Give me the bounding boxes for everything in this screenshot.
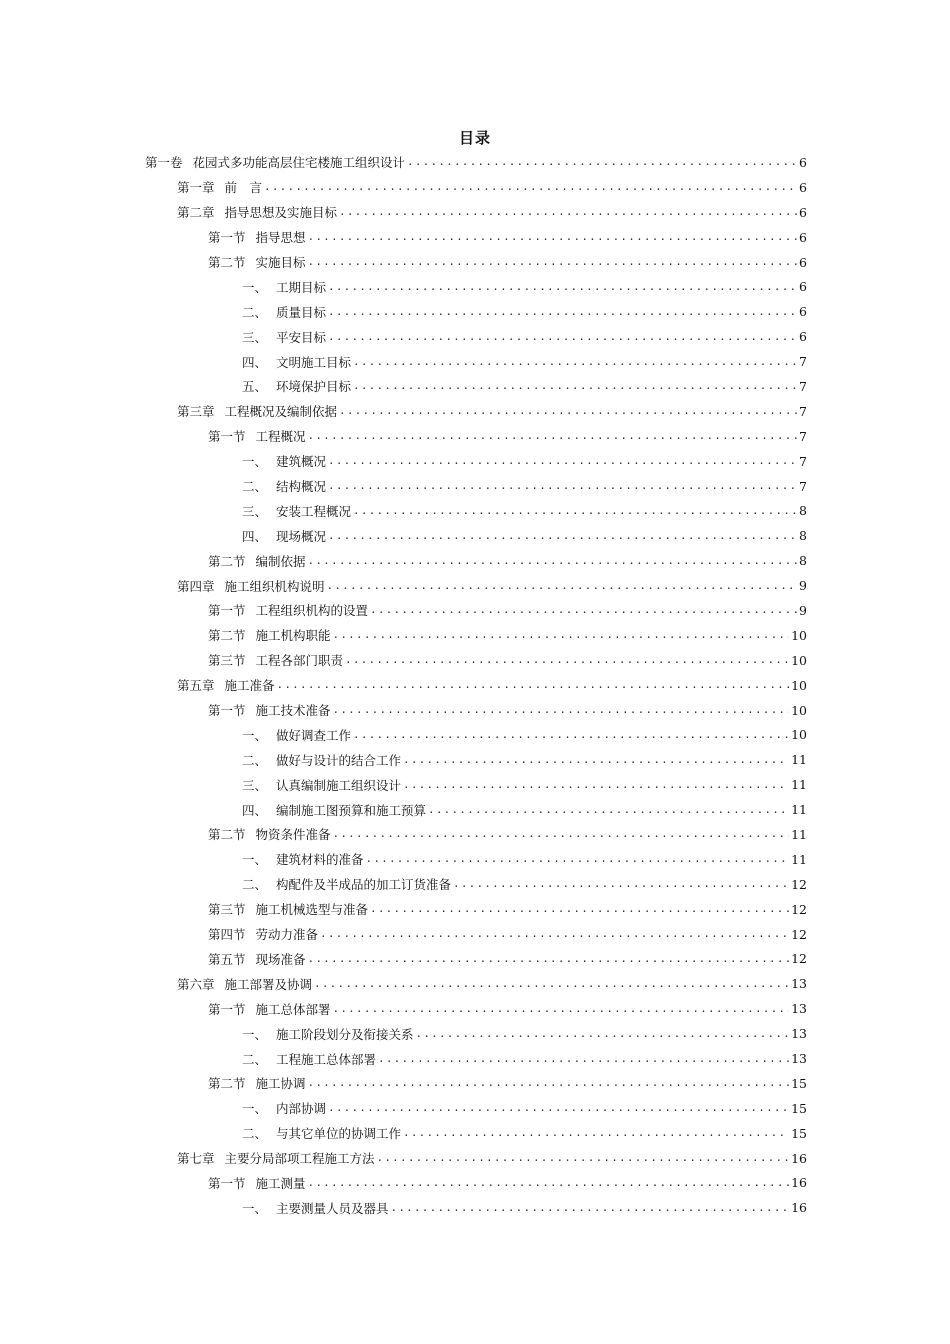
- toc-entry-page: 9: [799, 578, 807, 594]
- toc-entry-number: 第一卷: [145, 155, 183, 171]
- toc-entry-section[interactable]: [0, 698, 807, 723]
- toc-entry-number: 第六章: [177, 976, 215, 992]
- toc-entry-number: 第二节: [208, 553, 246, 569]
- toc-entry-number: 第一节: [208, 230, 246, 246]
- toc-entry-section[interactable]: [0, 598, 807, 623]
- toc-entry-number: 一、: [242, 1200, 268, 1216]
- toc-entry-number: 二、: [242, 752, 268, 768]
- toc-entry-chapter[interactable]: [0, 673, 807, 698]
- toc-entry-page: 12: [791, 876, 807, 892]
- toc-entry-page: 15: [791, 1125, 807, 1141]
- toc-entry-page: 7: [799, 403, 807, 419]
- dot-leader: [378, 1052, 789, 1066]
- toc-entry-number: 第一节: [208, 1175, 246, 1191]
- toc-entry-text: 主要测量人员及器具: [276, 1200, 389, 1216]
- toc-entry-number: 第二节: [208, 827, 246, 843]
- toc-entry-text: 平安目标: [276, 329, 327, 345]
- toc-entry-page: 7: [799, 378, 807, 394]
- toc-entry-number: 五、: [242, 379, 268, 395]
- dot-leader: [328, 479, 797, 493]
- toc-entry-text: 施工机构职能: [255, 628, 331, 644]
- toc-entry-number: 第四节: [208, 927, 246, 943]
- toc-entry-text: 工程各部门职责: [255, 653, 344, 669]
- dot-leader: [308, 429, 797, 443]
- dot-leader: [308, 255, 797, 269]
- toc-entry-page: 11: [791, 851, 807, 867]
- dot-leader: [345, 653, 789, 667]
- toc-entry-text: 环境保护目标: [276, 379, 352, 395]
- toc-entry-item[interactable]: [0, 1121, 807, 1146]
- dot-leader: [308, 554, 797, 568]
- toc-entry-page: 12: [791, 926, 807, 942]
- toc-entry-chapter[interactable]: [0, 1146, 807, 1171]
- dot-leader: [328, 1101, 789, 1115]
- toc-entry-section[interactable]: [0, 996, 807, 1021]
- toc-entry-page: 10: [791, 702, 807, 718]
- toc-entry-page: 9: [799, 602, 807, 618]
- dot-leader: [353, 355, 797, 369]
- toc-entry-item[interactable]: [0, 872, 807, 897]
- toc-entry-item[interactable]: [0, 1195, 807, 1220]
- toc-entry-page: 8: [799, 553, 807, 569]
- toc-entry-page: 6: [799, 154, 807, 170]
- toc-entry-number: 二、: [242, 304, 268, 320]
- toc-list: [0, 150, 950, 1220]
- toc-entry-text: 工程组织机构的设置: [255, 603, 369, 619]
- toc-entry-page: 6: [799, 329, 807, 345]
- toc-entry-page: 10: [791, 727, 807, 743]
- dot-leader: [339, 404, 797, 418]
- toc-entry-text: 花园式多功能高层住宅楼施工组织设计: [192, 155, 406, 171]
- toc-entry-page: 11: [791, 752, 807, 768]
- toc-entry-number: 第五章: [177, 678, 215, 694]
- toc-entry-number: 第四章: [177, 578, 215, 594]
- toc-entry-number: 三、: [242, 777, 268, 793]
- toc-entry-item[interactable]: [0, 722, 807, 747]
- toc-entry-number: 二、: [242, 877, 268, 893]
- toc-entry-number: 四、: [242, 528, 268, 544]
- toc-entry-text: 劳动力准备: [255, 927, 319, 943]
- toc-entry-chapter[interactable]: [0, 971, 807, 996]
- dot-leader: [370, 902, 789, 916]
- toc-entry-page: 15: [791, 1075, 807, 1091]
- toc-entry-text: 施工测量: [255, 1175, 306, 1191]
- toc-entry-page: 15: [791, 1100, 807, 1116]
- toc-entry-page: 11: [791, 777, 807, 793]
- toc-entry-item[interactable]: [0, 1021, 807, 1046]
- toc-entry-number: 一、: [242, 727, 268, 743]
- dot-leader: [328, 305, 797, 319]
- toc-entry-section[interactable]: [0, 424, 807, 449]
- dot-leader: [403, 753, 789, 767]
- dot-leader: [391, 1201, 790, 1215]
- dot-leader: [370, 603, 797, 617]
- toc-entry-text: 文明施工目标: [276, 354, 352, 370]
- toc-entry-section[interactable]: [0, 822, 807, 847]
- toc-entry-page: 7: [799, 428, 807, 444]
- toc-entry-page: 13: [791, 1026, 807, 1042]
- toc-entry-page: 8: [799, 528, 807, 544]
- toc-title: 目录: [458, 129, 491, 147]
- toc-entry-item[interactable]: [0, 772, 807, 797]
- toc-entry-text: 建筑材料的准备: [276, 852, 364, 868]
- toc-entry-number: 第一章: [177, 180, 215, 196]
- toc-entry-text: 指导思想: [255, 230, 306, 246]
- toc-entry-chapter[interactable]: [0, 399, 807, 424]
- toc-entry-page: 6: [799, 179, 807, 195]
- dot-leader: [428, 803, 789, 817]
- toc-entry-text: 编制施工图预算和施工预算: [276, 802, 427, 818]
- toc-entry-page: 7: [799, 478, 807, 494]
- toc-entry-number: 一、: [242, 1026, 268, 1042]
- dot-leader: [353, 379, 797, 393]
- toc-entry-item[interactable]: [0, 1046, 807, 1071]
- toc-entry-page: 6: [799, 254, 807, 270]
- toc-entry-volume[interactable]: [0, 150, 807, 175]
- toc-entry-text: 施工准备: [224, 678, 275, 694]
- dot-leader: [333, 1002, 790, 1016]
- dot-leader: [277, 678, 790, 692]
- toc-entry-number: 第三章: [177, 404, 215, 420]
- toc-entry-text: 编制依据: [255, 553, 306, 569]
- toc-entry-page: 8: [799, 503, 807, 519]
- toc-entry-page: 10: [791, 627, 807, 643]
- dot-leader: [353, 504, 797, 518]
- toc-entry-number: 第一节: [208, 703, 246, 719]
- dot-leader: [339, 205, 797, 219]
- toc-entry-number: 第七章: [177, 1151, 215, 1167]
- toc-entry-text: 施工阶段划分及衔接关系: [276, 1026, 414, 1042]
- toc-entry-page: 13: [791, 976, 807, 992]
- dot-leader: [314, 977, 789, 991]
- toc-entry-number: 二、: [242, 1126, 268, 1142]
- toc-entry-number: 第三节: [208, 902, 246, 918]
- toc-entry-text: 工期目标: [276, 279, 327, 295]
- dot-leader: [308, 230, 797, 244]
- toc-entry-number: 第一节: [208, 429, 246, 445]
- toc-entry-page: 10: [791, 677, 807, 693]
- toc-entry-page: 16: [791, 1150, 807, 1166]
- toc-entry-number: 一、: [242, 1101, 268, 1117]
- toc-entry-text: 安装工程概况: [276, 503, 352, 519]
- toc-entry-section[interactable]: [0, 922, 807, 947]
- toc-entry-item[interactable]: [0, 747, 807, 772]
- dot-leader: [333, 628, 790, 642]
- toc-entry-text: 实施目标: [255, 255, 306, 270]
- toc-entry-text: 施工机械选型与准备: [255, 902, 369, 918]
- dot-leader: [320, 927, 789, 941]
- toc-entry-text: 施工协调: [255, 1076, 306, 1092]
- dot-leader: [328, 454, 797, 468]
- toc-entry-page: 12: [791, 901, 807, 917]
- dot-leader: [377, 1151, 790, 1165]
- toc-entry-page: 13: [791, 1001, 807, 1017]
- toc-entry-section[interactable]: [0, 548, 807, 573]
- toc-entry-text: 物资条件准备: [255, 827, 331, 843]
- toc-entry-number: 第三节: [208, 653, 246, 669]
- dot-leader: [328, 280, 797, 294]
- toc-entry-text: 施工组织机构说明: [224, 578, 325, 594]
- toc-entry-section[interactable]: [0, 225, 807, 250]
- toc-entry-page: 11: [791, 802, 807, 818]
- toc-entry-number: 第二节: [208, 255, 246, 270]
- toc-entry-chapter[interactable]: [0, 200, 807, 225]
- toc-entry-number: 一、: [242, 454, 268, 470]
- toc-entry-item[interactable]: [0, 299, 807, 324]
- dot-leader: [333, 703, 790, 717]
- toc-entry-text: 构配件及半成品的加工订货准备: [276, 877, 452, 893]
- toc-entry-number: 三、: [242, 503, 268, 519]
- toc-entry-text: 现场概况: [276, 528, 327, 544]
- toc-entry-text: 前 言: [224, 180, 263, 196]
- toc-entry-section[interactable]: [0, 897, 807, 922]
- toc-entry-number: 二、: [242, 479, 268, 495]
- toc-entry-page: 13: [791, 1051, 807, 1066]
- toc-entry-section[interactable]: [0, 947, 807, 972]
- toc-entry-page: 6: [799, 204, 807, 220]
- toc-entry-number: 四、: [242, 802, 268, 818]
- toc-entry-number: 第五节: [208, 951, 246, 967]
- toc-entry-text: 认真编制施工组织设计: [276, 777, 402, 793]
- toc-entry-item[interactable]: [0, 797, 807, 822]
- toc-entry-page: 12: [791, 951, 807, 967]
- dot-leader: [453, 877, 789, 891]
- toc-entry-section[interactable]: [0, 1171, 807, 1196]
- dot-leader: [264, 180, 797, 194]
- toc-entry-section[interactable]: [0, 648, 807, 673]
- toc-entry-text: 结构概况: [276, 479, 327, 495]
- toc-entry-text: 施工部署及协调: [224, 976, 313, 992]
- toc-entry-text: 建筑概况: [276, 454, 327, 470]
- toc-entry-chapter[interactable]: [0, 573, 807, 598]
- toc-entry-item[interactable]: [0, 324, 807, 349]
- dot-leader: [416, 1027, 790, 1041]
- toc-entry-item[interactable]: [0, 498, 807, 523]
- toc-entry-item[interactable]: [0, 374, 807, 399]
- toc-entry-number: 第二节: [208, 1076, 246, 1092]
- toc-entry-item[interactable]: [0, 449, 807, 474]
- toc-entry-page: 6: [799, 279, 807, 295]
- toc-entry-number: 第一节: [208, 603, 246, 619]
- toc-entry-page: 10: [791, 652, 807, 668]
- toc-entry-page: 16: [791, 1200, 807, 1216]
- toc-entry-number: 第一节: [208, 1001, 246, 1017]
- dot-leader: [407, 155, 797, 169]
- toc-entry-number: 二、: [242, 1051, 268, 1067]
- toc-entry-item[interactable]: [0, 523, 807, 548]
- toc-entry-number: 一、: [242, 852, 268, 868]
- toc-entry-item[interactable]: [0, 1096, 807, 1121]
- dot-leader: [308, 952, 790, 966]
- toc-entry-page: 6: [799, 229, 807, 245]
- toc-entry-number: 第二节: [208, 628, 246, 644]
- toc-entry-text: 施工技术准备: [255, 703, 331, 719]
- toc-entry-text: 做好与设计的结合工作: [276, 752, 402, 768]
- toc-entry-number: 一、: [242, 279, 268, 295]
- toc-entry-section[interactable]: [0, 623, 807, 648]
- dot-leader: [308, 1076, 790, 1090]
- toc-entry-number: 三、: [242, 329, 268, 345]
- toc-entry-page: 7: [799, 453, 807, 469]
- toc-entry-item[interactable]: [0, 847, 807, 872]
- toc-entry-text: 做好调查工作: [276, 727, 352, 743]
- toc-entry-text: 工程施工总体部署: [276, 1051, 377, 1067]
- toc-entry-text: 指导思想及实施目标: [224, 205, 338, 221]
- toc-entry-chapter[interactable]: [0, 175, 807, 200]
- toc-entry-page: 16: [791, 1175, 807, 1191]
- toc-entry-text: 工程概况及编制依据: [224, 404, 338, 420]
- toc-entry-item[interactable]: [0, 274, 807, 299]
- toc-entry-page: 7: [799, 354, 807, 370]
- dot-leader: [328, 529, 797, 543]
- toc-entry-item[interactable]: [0, 349, 807, 374]
- dot-leader: [403, 778, 789, 792]
- toc-entry-page: 11: [791, 826, 807, 842]
- toc-entry-page: 6: [799, 304, 807, 320]
- dot-leader: [333, 827, 790, 841]
- toc-entry-section[interactable]: [0, 1071, 807, 1096]
- dot-leader: [366, 852, 790, 866]
- toc-entry-section[interactable]: [0, 250, 807, 275]
- toc-entry-text: 现场准备: [255, 951, 306, 967]
- dot-leader: [328, 330, 797, 344]
- toc-entry-text: 主要分局部项工程施工方法: [224, 1151, 375, 1167]
- toc-entry-text: 质量目标: [276, 304, 327, 320]
- toc-entry-text: 与其它单位的协调工作: [276, 1126, 402, 1142]
- toc-entry-text: 工程概况: [255, 429, 306, 445]
- dot-leader: [403, 1126, 789, 1140]
- toc-entry-item[interactable]: [0, 474, 807, 499]
- dot-leader: [327, 579, 797, 593]
- toc-entry-number: 第二章: [177, 205, 215, 221]
- toc-entry-text: 施工总体部署: [255, 1001, 331, 1017]
- dot-leader: [353, 728, 789, 742]
- toc-entry-number: 四、: [242, 354, 268, 370]
- dot-leader: [308, 1176, 790, 1190]
- toc-entry-text: 内部协调: [276, 1101, 327, 1117]
